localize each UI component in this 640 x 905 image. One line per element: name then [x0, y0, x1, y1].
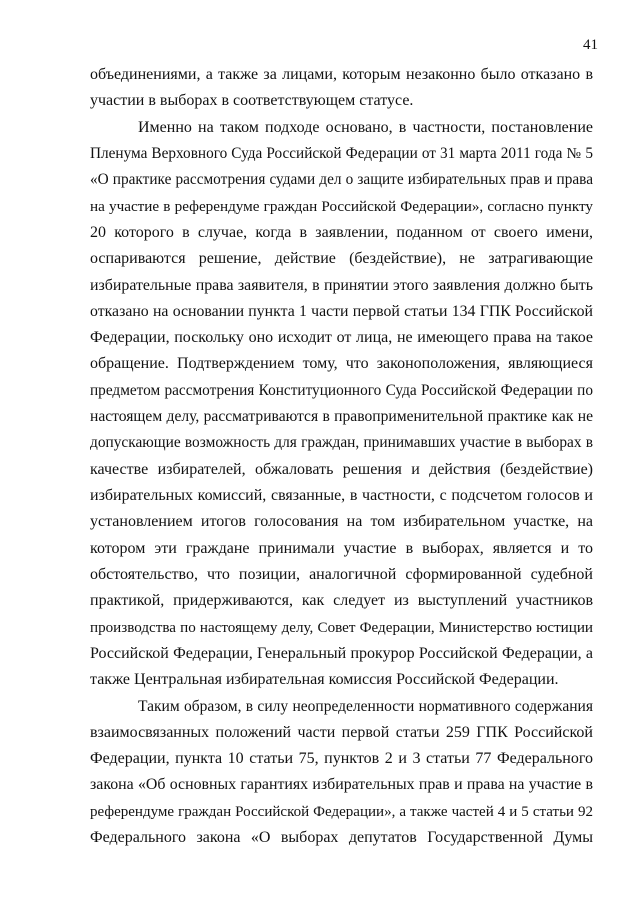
- text-line: обращение. Подтверждением тому, что законоположения, являющиеся: [90, 355, 593, 373]
- text-line: также Центральная избирательная комиссия Российской Федерации.: [90, 671, 559, 689]
- text-line: взаимосвязанных положений части первой статьи 259 ГПК Российской: [90, 723, 593, 741]
- text-line: котором эти граждане принимали участие в выборах, является и то: [90, 539, 593, 557]
- text-line: избирательные права заявителя, в принятии этого заявления должно быть: [90, 276, 593, 294]
- text-line: Пленума Верховного Суда Российской Федерации от 31 марта 2011 года № 5: [90, 144, 593, 162]
- text-line: обстоятельство, что позиции, аналогичной сформированной судебной: [90, 565, 593, 583]
- text-line: практикой, придерживаются, как следует из выступлений участников: [90, 592, 593, 610]
- text-line: участии в выборах в соответствующем статусе.: [90, 92, 414, 110]
- text-line: Федерации, пункта 10 статьи 75, пунктов 2 и 3 статьи 77 Федерального: [90, 750, 593, 768]
- text-line: оспариваются решение, действие (бездействие), не затрагивающие: [90, 250, 593, 268]
- text-line: Таким образом, в силу неопределенности нормативного содержания: [138, 697, 593, 715]
- text-line: Именно на таком подходе основано, в частности, постановление: [138, 118, 593, 136]
- text-line: Российской Федерации, Генеральный прокурор Российской Федерации, а: [90, 644, 593, 662]
- text-line: отказано на основании пункта 1 части первой статьи 134 ГПК Российской: [90, 302, 593, 320]
- document-body: [90, 62, 593, 851]
- text-line: 20 которого в случае, когда в заявлении, поданном от своего имени,: [90, 223, 593, 241]
- page-number: 41: [583, 37, 598, 53]
- text-line: настоящем делу, рассматриваются в правоприменительной практике как не: [90, 408, 593, 426]
- text-line: качестве избирателей, обжаловать решения и действия (бездействие): [90, 460, 593, 478]
- text-line: «О практике рассмотрения судами дел о защите избирательных прав и права: [90, 171, 593, 189]
- text-line: объединениями, а также за лицами, которым незаконно было отказано в: [90, 66, 593, 83]
- text-line: закона «Об основных гарантиях избирательных прав и права на участие в: [90, 776, 593, 794]
- text-line: Федерации, поскольку оно исходит от лица, не имеющего права на такое: [90, 329, 593, 347]
- text-line: на участие в референдуме граждан Российской Федерации», согласно пункту: [90, 197, 593, 215]
- text-line: установлением итогов голосования на том избирательном участке, на: [90, 513, 593, 531]
- text-line: референдуме граждан Российской Федерации», а также частей 4 и 5 статьи 92: [90, 803, 593, 820]
- text-line: допускающие возможность для граждан, принимавших участие в выборах в: [90, 434, 593, 452]
- text-line: Федерального закона «О выборах депутатов Государственной Думы: [90, 829, 593, 847]
- text-line: производства по настоящему делу, Совет Федерации, Министерство юстиции: [90, 619, 593, 636]
- text-line: избирательных комиссий, связанные, в частности, с подсчетом голосов и: [90, 487, 593, 504]
- text-line: предметом рассмотрения Конституционного Суда Российской Федерации по: [90, 381, 593, 399]
